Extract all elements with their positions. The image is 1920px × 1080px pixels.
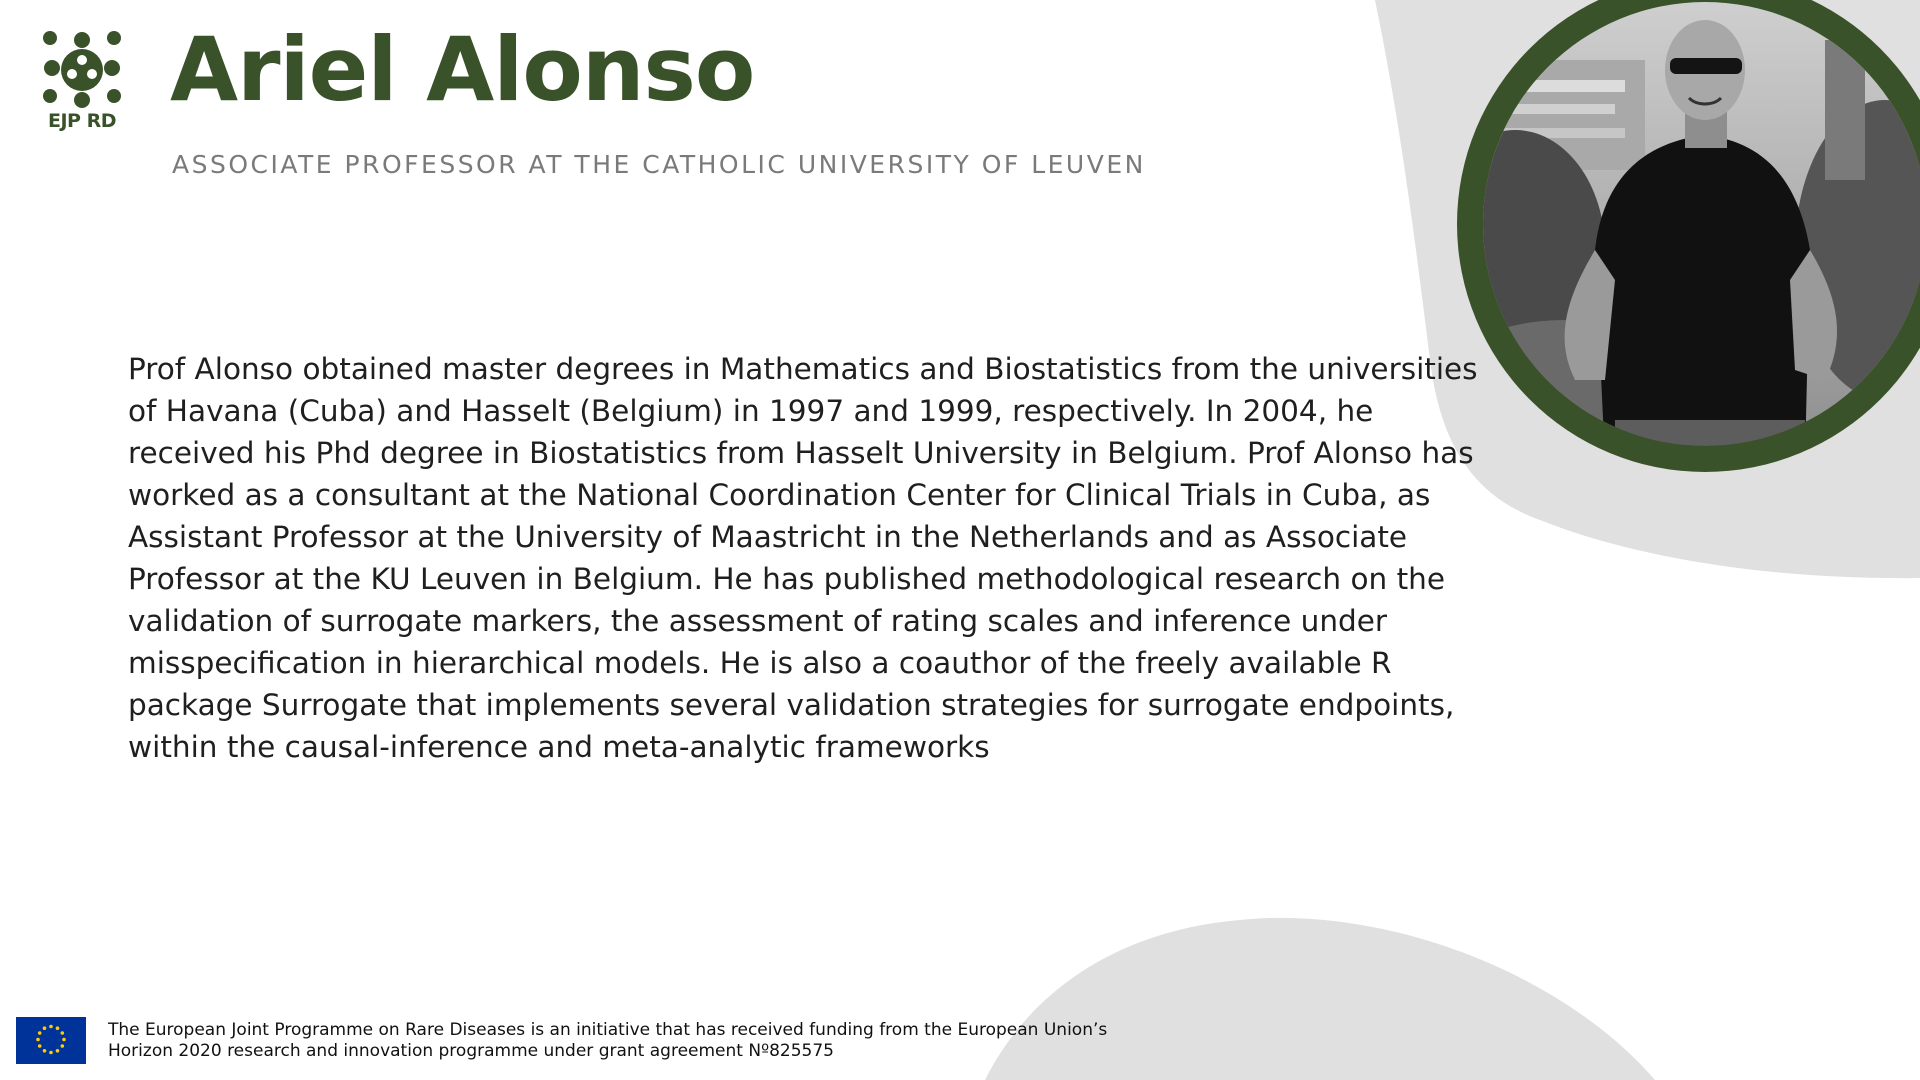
speaker-bio: Prof Alonso obtained master degrees in Mathematics and Biostatistics from the universities of Havana (Cuba) and Hasselt (Belgium) in 1997 and 1999, respectively. In 2004, he received his Phd degree in Biostatistics from Hasselt University in Belgium. Prof Alonso has worked as a consultant at the National Coordination Center for Clinical Trials in Cuba, as Assistant Professor at the University of Maastricht in the Netherlands and as Associate Professor at the KU Leuven in Belgium. He has published methodological research on the validation of surrogate markers, the assessment of rating scales and inference under misspecification in hierarchical models. He is also a coauthor of the freely available R package Surrogate that implements several validation strategies for surrogate endpoints, within the causal-inference and meta-analytic frameworks <box>128 352 1478 764</box>
speaker-name: Ariel Alonso <box>170 18 755 121</box>
eu-flag-icon <box>16 1017 86 1064</box>
funding-line-2: Horizon 2020 research and innovation programme under grant agreement Nº825575 <box>108 1041 834 1061</box>
puzzle-people-icon <box>42 30 122 110</box>
funding-line-1: The European Joint Programme on Rare Diseases is an initiative that has received funding from the European Union’s <box>108 1020 1108 1040</box>
speaker-title: ASSOCIATE PROFESSOR AT THE CATHOLIC UNIVERSITY OF LEUVEN <box>172 150 1146 179</box>
speaker-portrait <box>1445 0 1920 486</box>
ejp-rd-logo <box>42 30 122 134</box>
logo-wordmark: EJP RD <box>48 110 116 132</box>
funding-statement <box>108 1020 1208 1062</box>
